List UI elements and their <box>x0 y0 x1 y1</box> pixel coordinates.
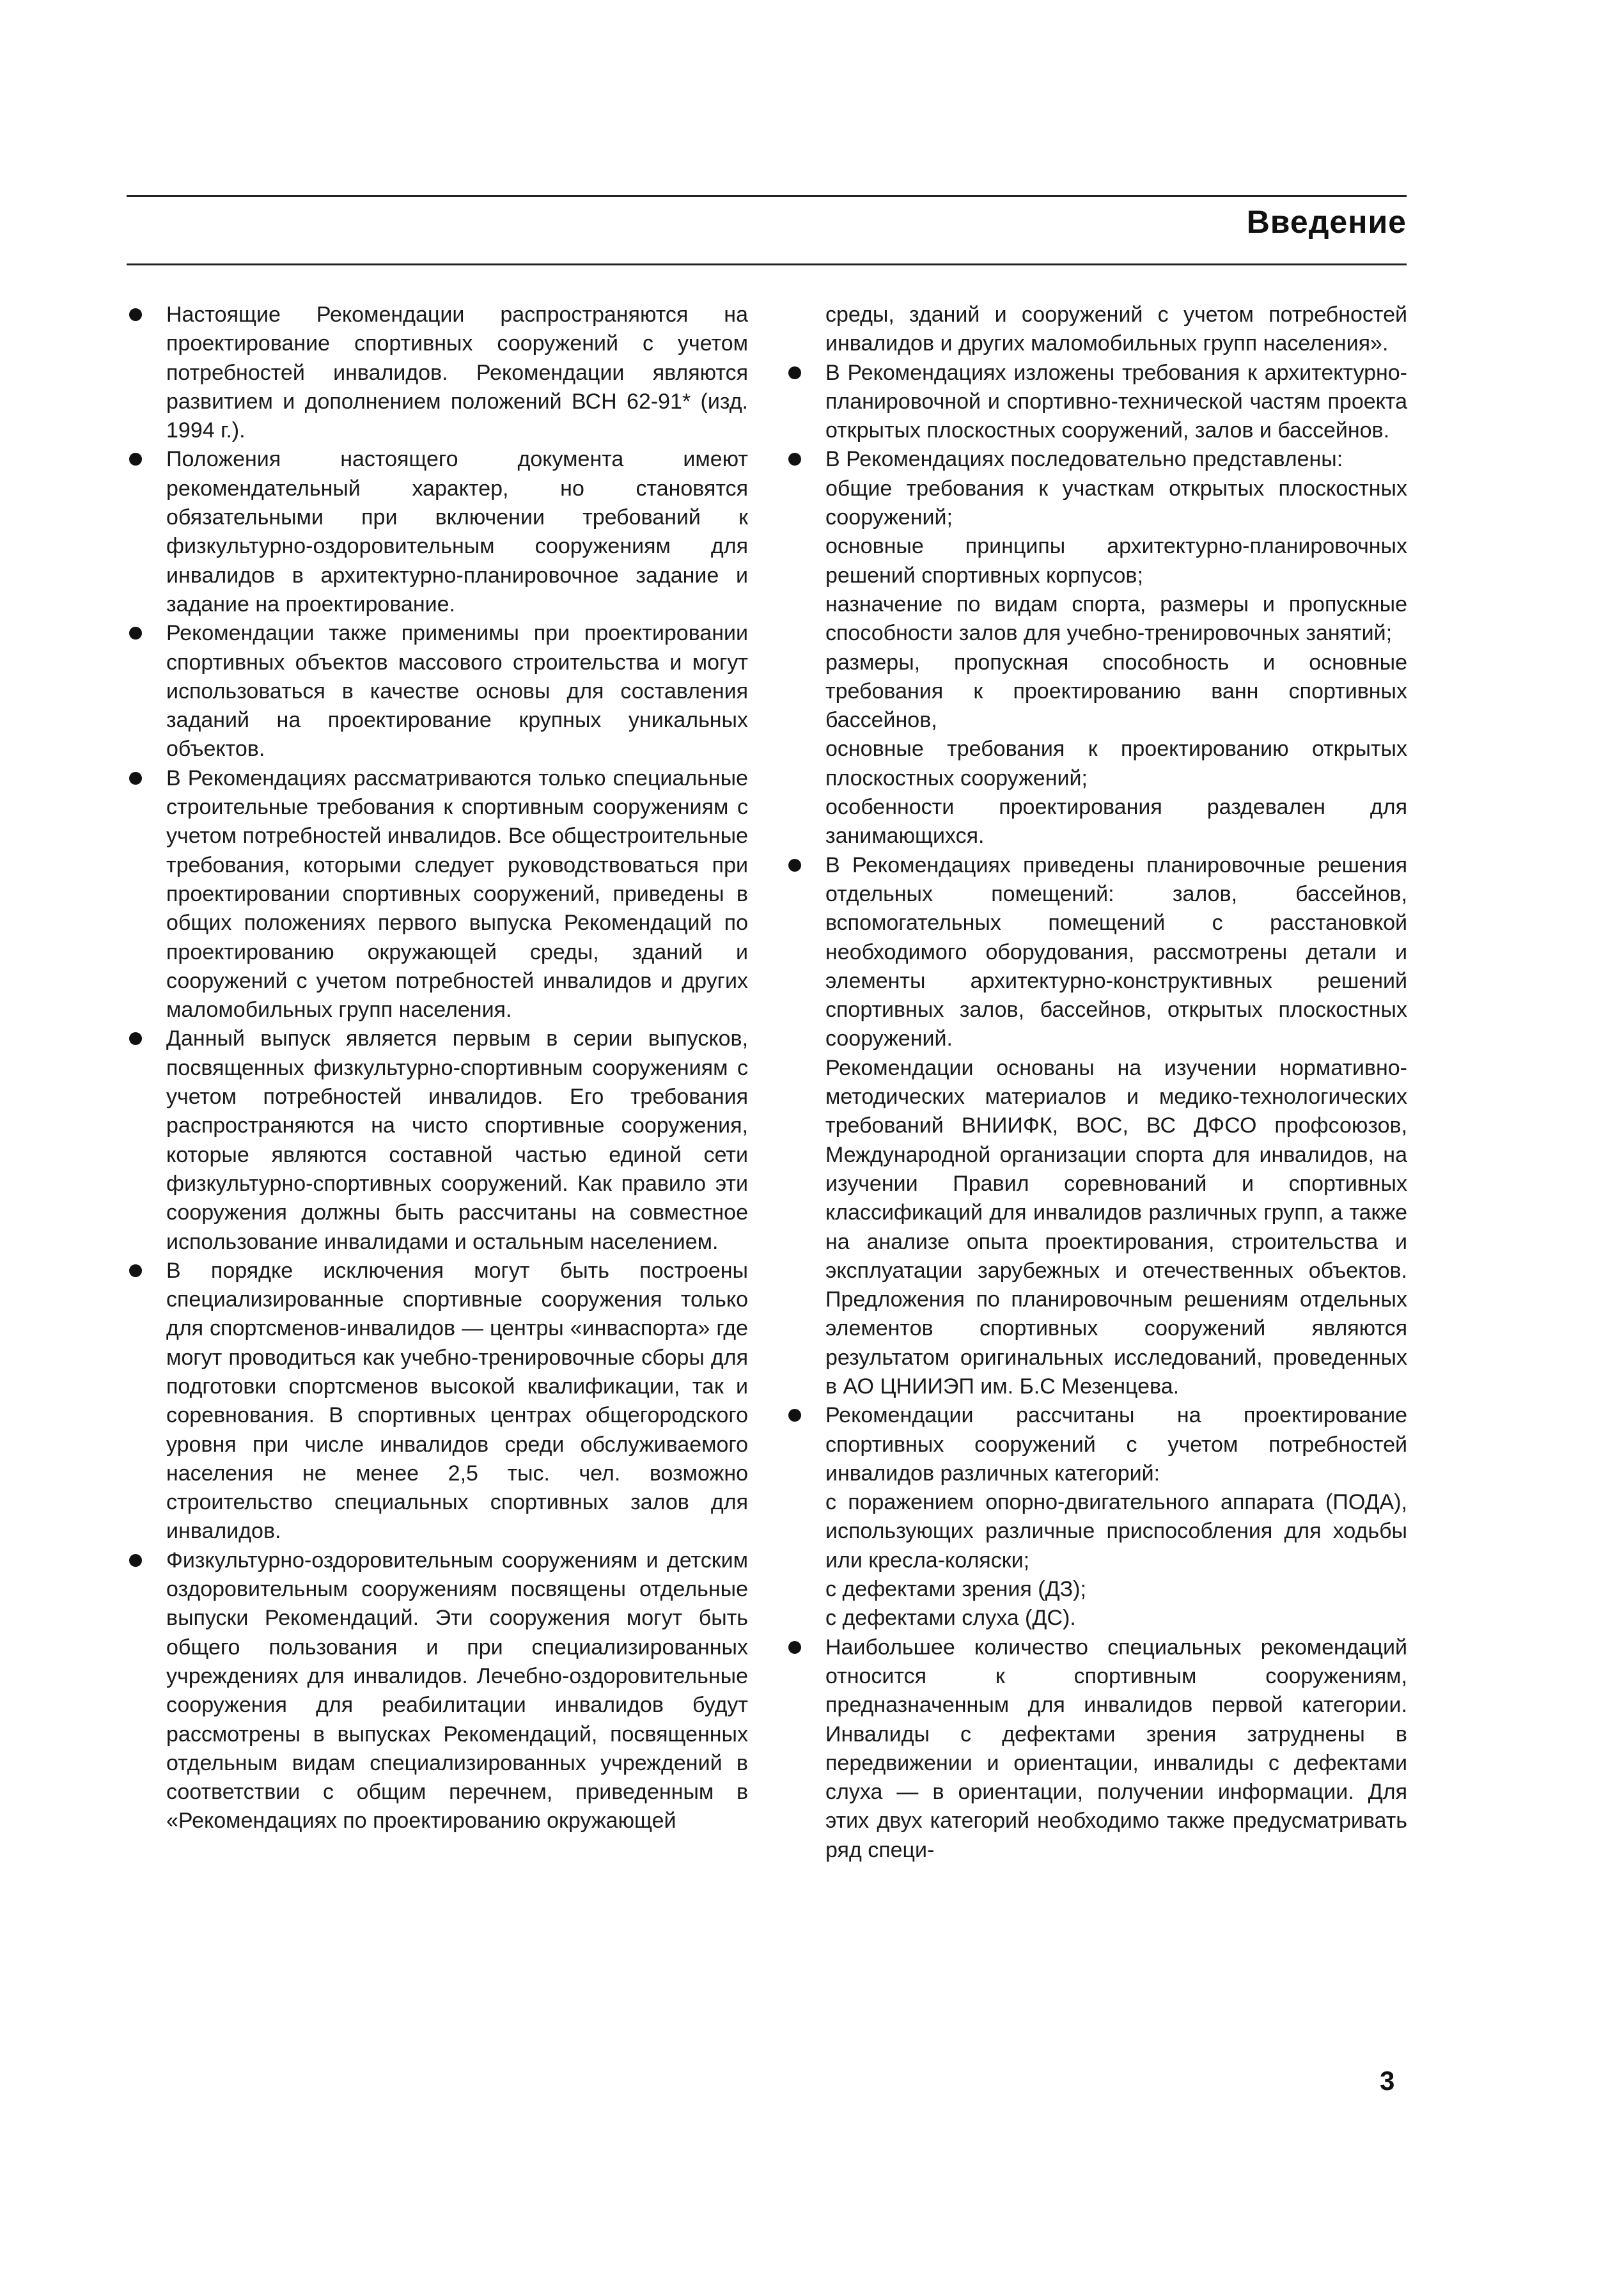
paragraph <box>786 851 1407 1054</box>
bullet-icon <box>129 1032 142 1045</box>
paragraph <box>786 1633 1407 1865</box>
bullet-icon <box>788 453 801 466</box>
paragraph-text: В Рекомендациях изложены требования к архитектурно-планировочной и спортивно-технической частям проекта открытых плоскостных сооружений, залов и бассейнов. <box>825 360 1407 443</box>
bullet-icon <box>129 308 142 321</box>
bullet-icon <box>788 1641 801 1654</box>
paragraph <box>127 1025 748 1256</box>
paragraph-continuation: среды, зданий и сооружений с учетом потребностей инвалидов и других маломобильных групп населения». <box>825 302 1407 356</box>
bullet-icon <box>129 453 142 466</box>
paragraph <box>786 359 1407 446</box>
paragraph-text: Наибольшее количество специальных рекомендаций относится к спортивным сооружениям, предназначенным для инвалидов первой категории. Инвалиды с дефектами зрения затруднены в передвижении и ориентации, инвалиды с дефектами слуха — в ориентации, получении информации. Для этих двух категорий необходимо также предусматривать ряд специ- <box>825 1635 1407 1862</box>
bullet-icon <box>788 1409 801 1422</box>
paragraph <box>127 1546 748 1836</box>
bullet-icon <box>129 1264 142 1277</box>
header-rule-top <box>127 195 1407 197</box>
bullet-icon <box>788 366 801 379</box>
paragraph-text: Данный выпуск является первым в серии выпусков, посвященных физкультурно-спортивным сооружениям с учетом потребностей инвалидов. Его требования распространяются на чисто спортивные сооружения, которые являются составной частью единой сети физкультурно-спортивных сооружений. Как правило эти сооружения должны быть рассчитаны на совместное использование инвалидами и остальным населением. <box>166 1026 748 1254</box>
paragraph <box>127 445 748 619</box>
page-number: 3 <box>1380 2066 1395 2096</box>
paragraph-text: Физкультурно-оздоровительным сооружениям и детским оздоровительным сооружениям посвящены отдельные выпуски Рекомендаций. Эти сооружения могут быть общего пользования и при специализированных учреждениях для инвалидов. Лечебно-оздоровительные сооружения для реабилитации инвалидов будут рассмотрены в выпусках Рекомендаций, посвященных отдельным видам специализированных учреждений в соответствии с общим перечнем, приведенным в «Рекомендациях по проектированию окружающей <box>166 1548 748 1833</box>
page-title: Введение <box>1246 204 1407 240</box>
paragraph <box>786 445 1407 474</box>
bullet-icon <box>129 627 142 640</box>
paragraph <box>127 764 748 1025</box>
list-item: с поражением опорно-двигательного аппарата (ПОДА), использующих различные приспособления для ходьбы или кресла-коляски; <box>825 1490 1407 1573</box>
list-item: общие требования к участкам открытых плоскостных сооружений; <box>825 476 1407 530</box>
paragraph-text: В Рекомендациях рассматриваются только специальные строительные требования к спортивным сооружениям с учетом потребностей инвалидов. Все общестроительные требования, которыми следует руководствоваться при проектировании спортивных сооружений, приведены в общих положениях первого выпуска Рекомендаций по проектированию окружающей среды, зданий и сооружений с учетом потребностей инвалидов и других маломобильных групп населения. <box>166 765 748 1023</box>
paragraph-continuation: Рекомендации основаны на изучении нормативно-методических материалов и медико-технологических требований ВНИИФК, ВОС, ВС ДФСО профсоюзов, Международной организации спорта для инвалидов, на изучении Правил соревнований и спортивных классификаций для инвалидов различных групп, а также на анализе опыта проектирования, строительства и эксплуатации зарубежных и отечественных объектов. Предложения по планировочным решениям отдельных элементов спортивных сооружений являются результатом оригинальных исследований, проведенных в АО ЦНИИЭП им. Б.С Мезенцева. <box>825 1055 1407 1399</box>
paragraph-text: В Рекомендациях приведены планировочные решения отдельных помещений: залов, бассейнов, вспомогательных помещений с расстановкой необходимого оборудования, рассмотрены детали и элементы архитектурно-конструктивных решений спортивных залов, бассейнов, открытых плоскостных сооружений. <box>825 852 1407 1051</box>
bullet-icon <box>788 859 801 872</box>
bullet-icon <box>129 1554 142 1567</box>
list-item: назначение по видам спорта, размеры и пропускные способности залов для учебно-тренировочных занятий; <box>825 592 1407 646</box>
list-item: основные требования к проектированию открытых плоскостных сооружений; <box>825 737 1407 790</box>
list-item: с дефектами зрения (ДЗ); <box>825 1577 1086 1602</box>
paragraph-text: Настоящие Рекомендации распространяются на проектирование спортивных сооружений с учетом потребностей инвалидов. Рекомендации являются развитием и дополнением положений ВСН 62-91* (изд. 1994 г.). <box>166 302 748 443</box>
bullet-icon <box>129 772 142 785</box>
paragraph-text: Рекомендации также применимы при проектировании спортивных объектов массового строительства и могут использоваться в качестве основы для составления заданий на проектирование крупных уникальных объектов. <box>166 621 748 762</box>
paragraph-text: В порядке исключения могут быть построены специализированные спортивные сооружения только для спортсменов-инвалидов — центры «инваспорта» где могут проводиться как учебно-тренировочные сборы для подготовки спортсменов высокой квалификации, так и соревнования. В спортивных центрах общегородского уровня при числе инвалидов среди обслуживаемого населения не менее 2,5 тыс. чел. возможно строительство специальных спортивных залов для инвалидов. <box>166 1258 748 1544</box>
right-column <box>786 301 1407 1865</box>
list-item: размеры, пропускная способность и основные требования к проектированию ванн спортивных бассейнов, <box>825 650 1407 733</box>
list-item: особенности проектирования раздевален для занимающихся. <box>825 795 1407 849</box>
paragraph <box>127 619 748 764</box>
header-rule-bottom <box>127 263 1407 265</box>
paragraph-text: Рекомендации рассчитаны на проектирование спортивных сооружений с учетом потребностей инвалидов различных категорий: <box>825 1403 1407 1486</box>
list-item: основные принципы архитектурно-планировочных решений спортивных корпусов; <box>825 534 1407 588</box>
paragraph-text: В Рекомендациях последовательно представлены: <box>825 447 1343 472</box>
paragraph <box>786 1401 1407 1488</box>
paragraph <box>127 1257 748 1546</box>
left-column <box>127 301 748 1836</box>
list-item: с дефектами слуха (ДС). <box>825 1606 1076 1631</box>
paragraph <box>127 301 748 445</box>
paragraph-text: Положения настоящего документа имеют рекомендательный характер, но становятся обязательными при включении требований к физкультурно-оздоровительным сооружениям для инвалидов в архитектурно-планировочное задание и задание на проектирование. <box>166 447 748 616</box>
